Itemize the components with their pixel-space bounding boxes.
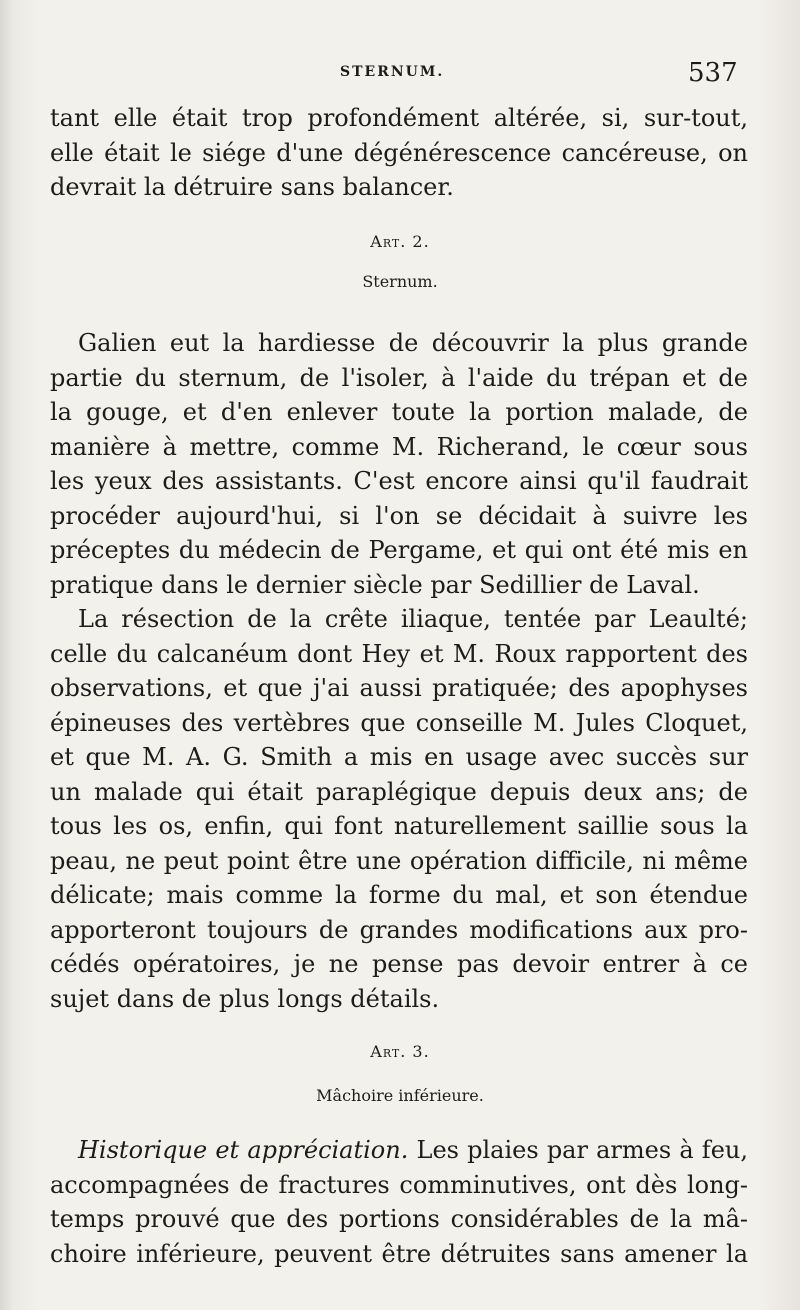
text-line: celle du calcanéum dont Hey et M. Roux rapportent des bbox=[50, 639, 748, 668]
text-line: choire inférieure, peuvent être détruites sans amener la bbox=[50, 1239, 748, 1268]
text-line: cédés opératoires, je ne pense pas devoir entrer à ce bbox=[50, 950, 748, 978]
text-line: et que M. A. G. Smith a mis en usage avec succès sur bbox=[50, 743, 748, 771]
text-line: Galien eut la hardiesse de découvrir la plus grande bbox=[78, 329, 748, 357]
text-line: délicate; mais comme la forme du mal, et son étendue bbox=[50, 881, 748, 909]
page-number: 537 bbox=[688, 58, 738, 88]
running-title: STERNUM. bbox=[340, 64, 445, 80]
text-line: elle était le siége d'une dégénérescence cancéreuse, on bbox=[50, 138, 748, 167]
text-line: accompagnées de fractures comminutives, ont dès long- bbox=[50, 1170, 748, 1199]
paragraph-resection bbox=[50, 602, 748, 1016]
article-label: Art. 3. bbox=[370, 1042, 430, 1061]
text-line: tant elle était trop profondément altérée, si, sur-tout, bbox=[50, 104, 748, 132]
text-line: un malade qui était paraplégique depuis deux ans; de bbox=[50, 777, 748, 806]
text-line: manière à mettre, comme M. Richerand, le cœur sous bbox=[50, 432, 748, 461]
text-line: tous les os, enfin, qui font naturellement saillie sous la bbox=[50, 812, 748, 840]
text-line: épineuses des vertèbres que conseille M. Jules Cloquet, bbox=[50, 708, 748, 737]
article-title: Sternum. bbox=[362, 272, 438, 291]
text-line: pratique dans le dernier siècle par Sedillier de Laval. bbox=[50, 570, 700, 599]
italic-heading: Historique et appréciation. bbox=[78, 1136, 409, 1164]
paragraph-continuation bbox=[50, 101, 748, 205]
text-line: peau, ne peut point être une opération difficile, ni même bbox=[50, 846, 748, 875]
text-line: procéder aujourd'hui, si l'on se décidait à suivre les bbox=[50, 501, 748, 530]
text-line: temps prouvé que des portions considérables de la mâ- bbox=[50, 1205, 748, 1233]
text-span: Les plaies par armes à feu, bbox=[408, 1136, 748, 1164]
text-line: préceptes du médecin de Pergame, et qui ont été mis en bbox=[50, 536, 748, 564]
text-line: partie du sternum, de l'isoler, à l'aide du trépan et de bbox=[50, 363, 748, 392]
page-header bbox=[0, 58, 800, 88]
text-line: La résection de la crête iliaque, tentée par Leaulté; bbox=[78, 605, 748, 633]
text-line: devrait la détruire sans balancer. bbox=[50, 173, 454, 201]
text-line: observations, et que j'ai aussi pratiquée; des apophyses bbox=[50, 674, 748, 702]
text-line: les yeux des assistants. C'est encore ainsi qu'il faudrait bbox=[50, 467, 748, 495]
paragraph-sternum bbox=[50, 326, 748, 602]
text-line: sujet dans de plus longs détails. bbox=[50, 984, 440, 1013]
text-line: la gouge, et d'en enlever toute la portion malade, de bbox=[50, 398, 748, 426]
paragraph-machoire bbox=[50, 1133, 748, 1271]
article-label: Art. 2. bbox=[370, 232, 430, 251]
text-line bbox=[50, 1133, 748, 1168]
article-title: Mâchoire inférieure. bbox=[316, 1086, 484, 1105]
text-line: apporteront toujours de grandes modifications aux pro- bbox=[50, 915, 748, 944]
